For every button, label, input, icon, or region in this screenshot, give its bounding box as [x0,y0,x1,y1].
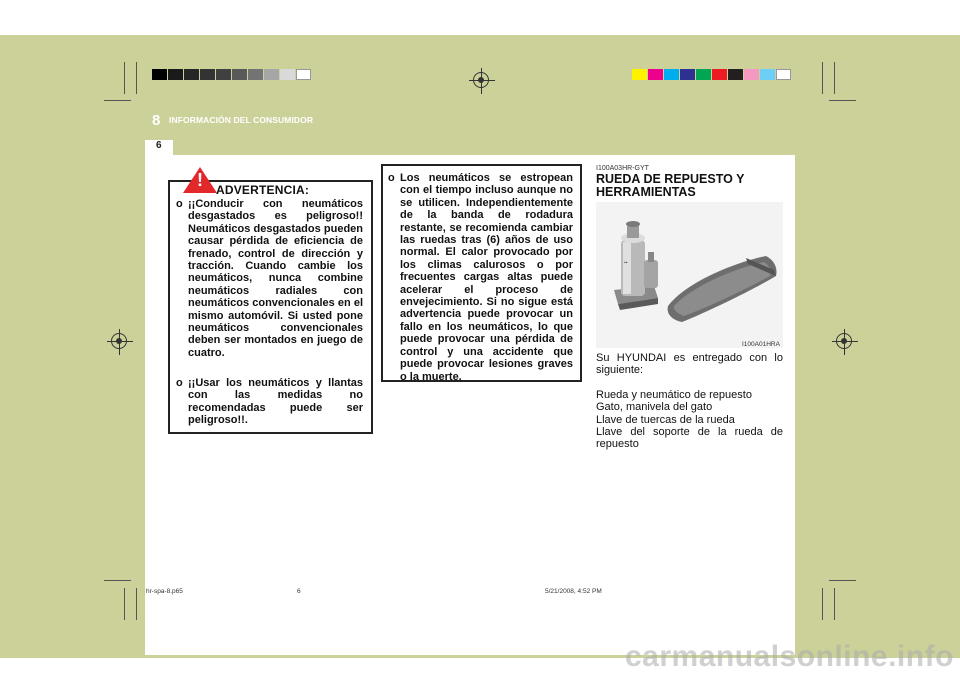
chapter-title: INFORMACIÓN DEL CONSUMIDOR [169,115,314,125]
jack-and-tool-bag-illustration [596,202,783,348]
exclamation-mark: ! [197,170,203,190]
warning-title: ADVERTENCIA: [216,183,310,197]
item-spare-tire: Rueda y neumático de repuesto [596,389,752,401]
page-number: 6 [156,140,162,151]
footer-date: 5/21/2008, 4:52 PM [545,588,602,595]
crop-mark [136,62,137,94]
spare-tire-tools-photo [596,202,783,348]
bullet-marker: o [176,377,183,389]
crop-mark [834,62,835,94]
section-code: I100A03HR-GYT [596,165,649,172]
section-title-line1: RUEDA DE REPUESTO Y [596,172,745,186]
crop-mark [104,580,131,581]
footer-page: 6 [297,588,301,595]
image-caption: I100A01HRA [742,341,780,348]
registration-mark-icon [473,72,489,88]
warning-item: ¡¡Usar los neumáticos y llantas con las medidas no recomendadas puede ser peligroso!!. [188,377,363,427]
crop-mark [822,62,823,94]
svg-text:▪▪: ▪▪ [624,260,628,266]
item-spare-holder-wrench: Llave del soporte de la rueda de repuesto [596,426,783,451]
crop-mark [124,62,125,94]
bullet-marker: o [176,198,183,210]
crop-mark [136,588,137,620]
section-intro: Su HYUNDAI es entregado con lo siguiente: [596,352,783,377]
crop-mark [822,588,823,620]
registration-mark-icon [836,333,852,349]
item-jack: Gato, manivela del gato [596,401,713,413]
crop-mark [834,588,835,620]
bullet-marker: o [388,172,395,184]
crop-mark [124,588,125,620]
warning-item: ¡¡Conducir con neumáticos desgastados es peligroso!! Neumáticos desgastados pueden causar pérdida de eficiencia de frenado, control de dirección y tracción. Cuando cambie los neumáticos, nunca combine neumáticos radiales con neumáticos convencionales en el mismo automóvil. Si usted pone neumáticos convencionales deben ser montados en juego de cuatro. [188,198,363,359]
crop-mark [829,100,856,101]
grayscale-bar [152,69,312,80]
color-bar [632,69,792,80]
section-title-line2: HERRAMIENTAS [596,185,696,199]
item-lug-wrench: Llave de tuercas de la rueda [596,414,735,426]
registration-mark-icon [111,333,127,349]
footer-file: hr-spa-8.p65 [146,588,183,595]
chapter-number: 8 [152,112,161,129]
crop-mark [829,580,856,581]
watermark: carmanualsonline.info [625,640,954,673]
tire-aging-warning-text: Los neumáticos se estropean con el tiempo incluso aunque no se utilicen. Independientemente de la banda de rodadura restante, se recomienda cambiar las ruedas tras (6) años de uso normal. El calor provocado por los climas calurosos o por frecuentes cargas altas puede acelerar el proceso de envejecimiento. Si no sigue está advertencia puede provocar un fallo en los neumáticos, lo que puede provocar una pérdida de control y una accidente que puede provocar lesiones graves o la muerte. [400,172,573,383]
crop-mark [104,100,131,101]
